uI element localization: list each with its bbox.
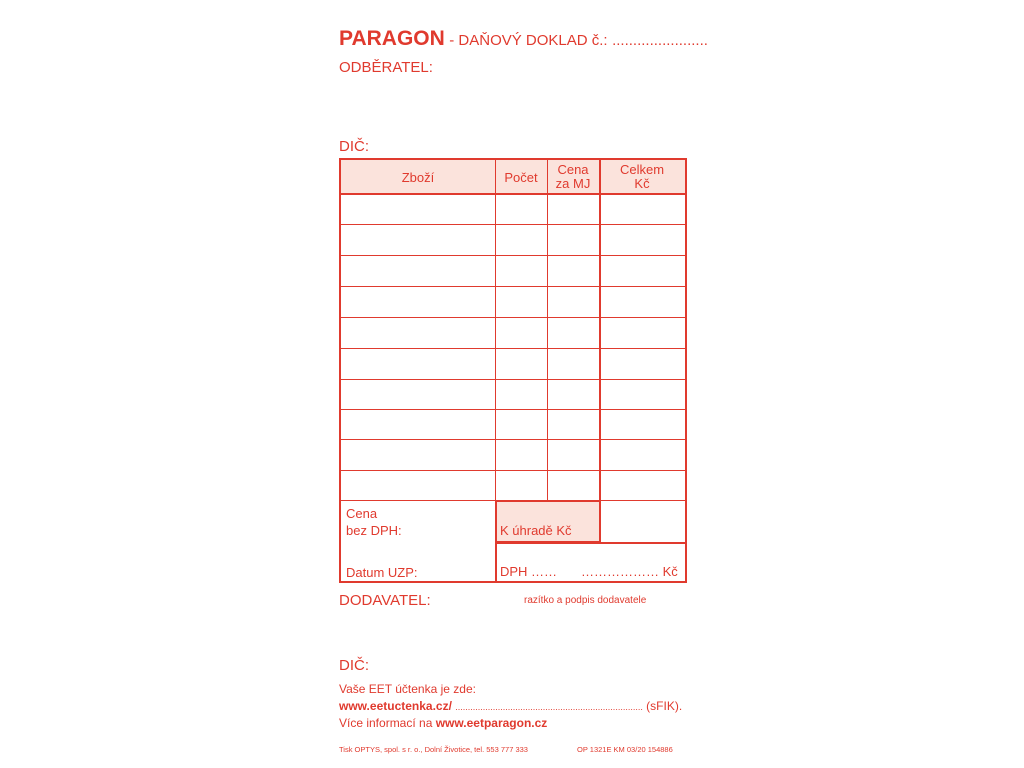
price-without-vat-label: Cena bez DPH: [346,506,402,538]
document-subtitle: - DAŇOVÝ DOKLAD č.: [449,32,608,49]
tax-point-date-label: Datum UZP: [346,565,418,580]
vat-amount: ……………… Kč [581,564,678,579]
customer-label: ODBĚRATEL: [339,59,433,76]
items-table [339,158,687,583]
row-divider [341,379,685,380]
column-header-quantity: Počet [504,170,538,185]
to-pay-label: K úhradě Kč [500,523,572,538]
row-divider [341,470,685,471]
eet-more-info [339,716,547,730]
supplier-tax-id-label: DIČ: [339,657,369,674]
row-divider [341,286,685,287]
row-divider [341,317,685,318]
row-divider [341,439,685,440]
table-header-divider [341,193,685,195]
column-header-unit-price: Cena za MJ [555,162,591,191]
eet-fik: (sFIK). [646,699,683,713]
eet-intro: Vaše EET účtenka je zde: [339,682,476,696]
form-codes: OP 1321E KM 03/20 154886 [577,745,673,754]
customer-tax-id-label: DIČ: [339,138,369,155]
column-divider [547,160,548,500]
totals-row-divider [495,542,685,544]
stamp-signature-note: razítko a podpis dodavatele [524,595,647,606]
printer-imprint: Tisk OPTYS, spol. s r. o., Dolní Životice, tel. 553 777 333 [339,745,528,754]
eet-url[interactable]: www.eetuctenka.cz/ [339,699,452,713]
supplier-label: DODAVATEL: [339,592,431,609]
row-divider [341,224,685,225]
document-title-line [339,27,708,51]
column-divider [599,160,601,500]
document-number-field: ....................... [612,32,708,49]
eet-more-prefix: Více informací na [339,716,433,730]
row-divider [341,255,685,256]
eet-more-url[interactable]: www.eetparagon.cz [435,716,548,730]
eet-url-line [339,699,682,713]
row-divider [341,348,685,349]
column-divider [495,160,496,500]
column-header-total: Celkem Kč [619,162,665,191]
column-header-goods: Zboží [401,170,435,185]
eet-code-dots: ........................................................................... [455,702,643,712]
vat-label: DPH …… [500,564,558,579]
document-title: PARAGON [339,27,445,50]
row-divider [341,409,685,410]
